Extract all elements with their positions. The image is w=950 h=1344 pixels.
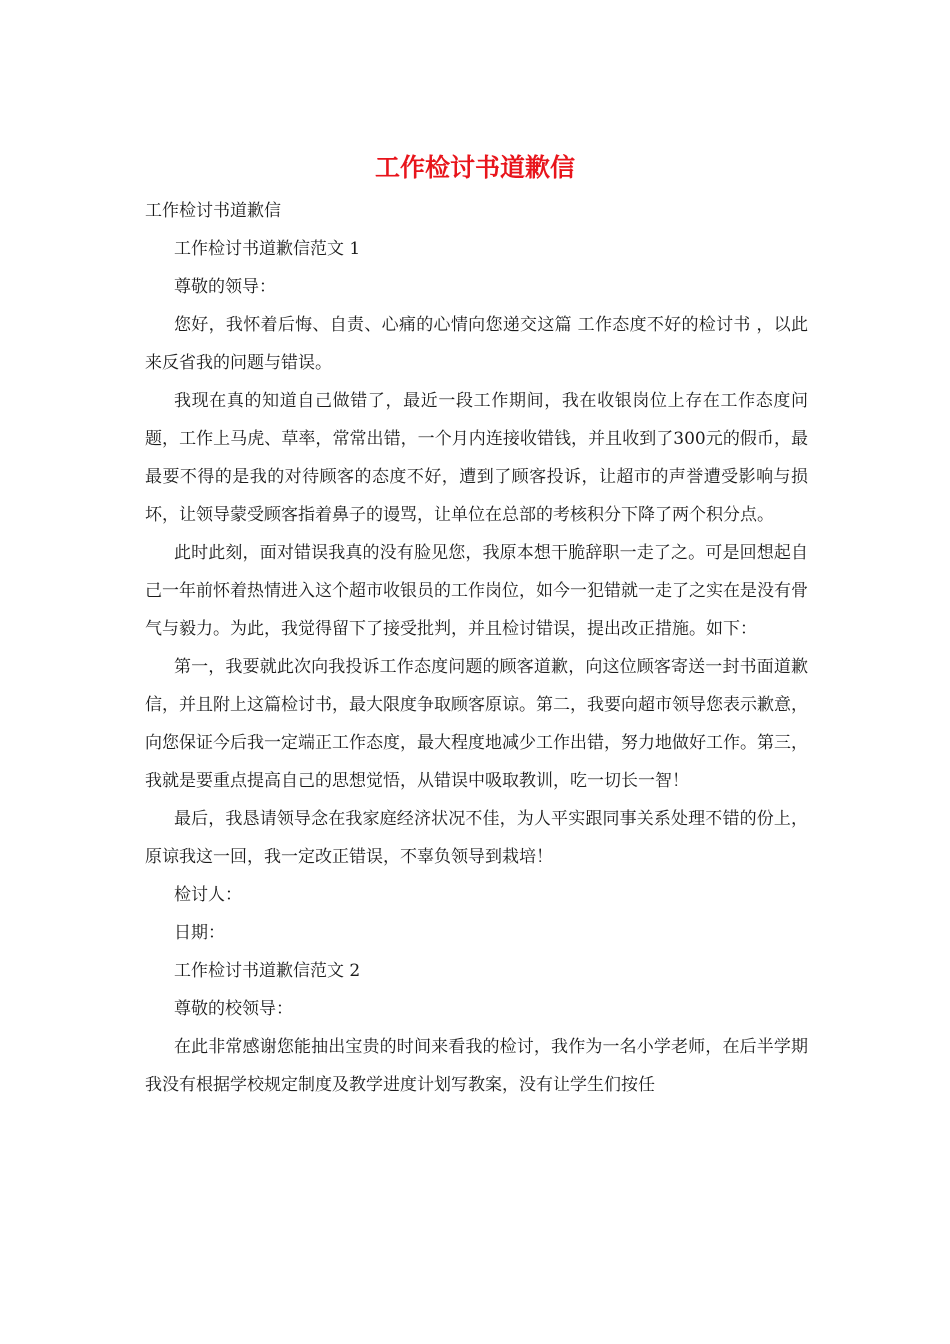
paragraph: 第一，我要就此次向我投诉工作态度问题的顾客道歉，向这位顾客寄送一封书面道歉信，并且附上这篇检讨书，最大限度争取顾客原谅。第二，我要向超市领导您表示歉意，向您保证今后我一定端正工作态度，最大程度地减少工作出错，努力地做好工作。第三，我就是要重点提高自己的思想觉悟，从错误中吸取教训，吃一切长一智！	[145, 657, 808, 791]
section-heading-1: 工作检讨书道歉信范文 1	[174, 239, 361, 259]
paragraph: 我现在真的知道自己做错了，最近一段工作期间，我在收银岗位上存在工作态度问题，工作上马虎、草率，常常出错，一个月内连接收错钱，并且收到了300元的假币，最最要不得的是我的对待顾客的态度不好，遭到了顾客投诉，让超市的声誉遭受影响与损坏，让领导蒙受顾客指着鼻子的谩骂，让单位在总部的考核积分下降了两个积分点。	[145, 391, 808, 525]
signature-label: 检讨人：	[174, 885, 242, 905]
document-title: 工作检讨书道歉信	[374, 153, 575, 182]
paragraph: 此时此刻，面对错误我真的没有脸见您，我原本想干脆辞职一走了之。可是回想起自己一年前怀着热情进入这个超市收银员的工作岗位，如今一犯错就一走了之实在是没有骨气与毅力。为此，我觉得留下了接受批判，并且检讨错误，提出改正措施。如下：	[145, 543, 808, 639]
document-body	[145, 230, 808, 1104]
paragraph: 最后，我恳请领导念在我家庭经济状况不佳，为人平实跟同事关系处理不错的份上，原谅我这一回，我一定改正错误，不辜负领导到栽培！	[145, 809, 808, 867]
salutation-1: 尊敬的领导：	[174, 277, 276, 297]
paragraph: 在此非常感谢您能抽出宝贵的时间来看我的检讨，我作为一名小学老师，在后半学期我没有根据学校规定制度及教学进度计划写教案，没有让学生们按任	[145, 1037, 808, 1095]
document-subtitle: 工作检讨书道歉信	[145, 201, 281, 221]
date-label: 日期：	[174, 923, 225, 943]
paragraph: 您好，我怀着后悔、自责、心痛的心情向您递交这篇 工作态度不好的检讨书 ，以此来反省我的问题与错误。	[145, 315, 808, 373]
section-heading-2: 工作检讨书道歉信范文 2	[174, 961, 361, 981]
salutation-2: 尊敬的校领导：	[174, 999, 293, 1019]
